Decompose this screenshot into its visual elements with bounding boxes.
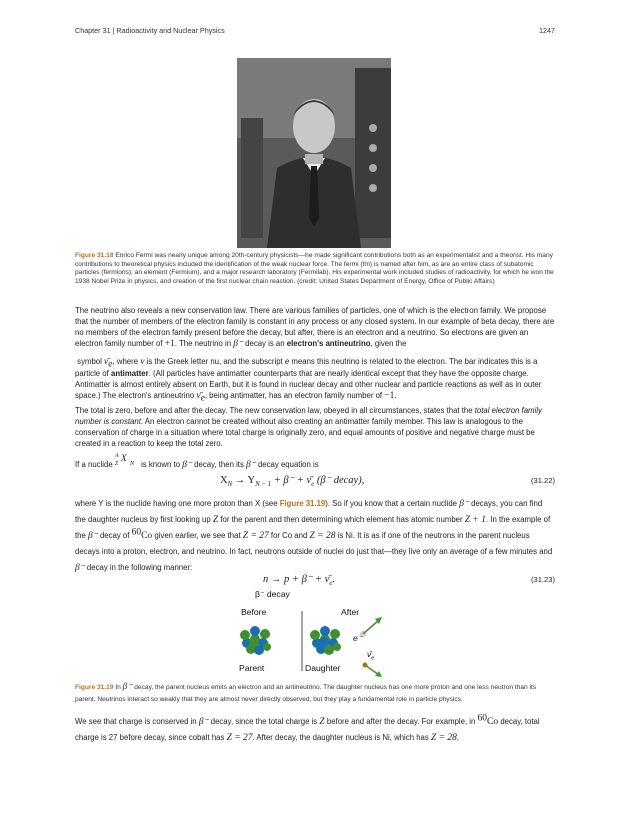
equation-body	[263, 573, 336, 588]
fermi-photo	[237, 58, 391, 248]
paragraph-daughter-nucleus	[75, 496, 555, 576]
paragraph-charge-conservation	[75, 714, 555, 746]
figure-label: Figure 31.18	[75, 252, 114, 259]
text: decay, since the total charge is	[210, 717, 318, 726]
math: β⁻	[75, 563, 85, 573]
equation-number: (31.23)	[530, 575, 555, 584]
page-header	[75, 26, 555, 35]
math: N − 1	[255, 481, 272, 489]
bold-term: electron's antineutrino	[286, 339, 371, 348]
before-label: Before	[241, 607, 267, 617]
bold-term: antimatter	[110, 369, 149, 378]
text: . In the example of the	[75, 515, 551, 540]
text: . An electron cannot be created without also creating an antimatter family member. This law is analogous to the conservation of charge in a situation where total charge is originally zero, and equal amounts of positive and negative charge must be created in a reaction to keep the total zero.	[75, 417, 535, 448]
math: β⁻	[233, 339, 243, 349]
element-symbol: X	[120, 454, 127, 464]
math: Z = 28	[430, 733, 457, 743]
text: ,	[456, 733, 460, 742]
math: Y	[247, 475, 256, 486]
figure-31-19-link[interactable]: Figure 31.19	[279, 499, 326, 508]
text: reactions as well as in outer space.) The electron's antineutrino	[75, 380, 542, 400]
math: +1	[164, 339, 175, 349]
math: n → p + β⁻ + ν̄	[263, 574, 330, 585]
math: β⁻	[459, 499, 469, 509]
text: is the Greek letter nu, and the subscript	[146, 357, 283, 366]
math: Co	[487, 717, 499, 727]
electron-arrow	[361, 617, 383, 637]
after-label: After	[341, 607, 360, 617]
math: Z = 27	[226, 733, 253, 743]
math: e	[108, 359, 113, 370]
italic-text: total electron family number is constant	[75, 406, 542, 426]
math: 60	[131, 527, 142, 538]
math: ν̄	[104, 357, 109, 367]
parent-label: Parent	[239, 663, 265, 673]
paragraph-electron-family	[75, 305, 555, 402]
paragraph-nuclide-intro	[75, 455, 555, 471]
text: The total is zero, before and after the decay. The new conservation law, obeyed in all circumstances, states that the	[75, 406, 473, 415]
text: .	[394, 391, 397, 400]
antineutrino-label	[367, 649, 375, 662]
math: →	[234, 475, 246, 486]
math: N	[227, 481, 233, 489]
text: is known to	[141, 460, 181, 469]
text: , where	[112, 357, 139, 366]
math: β⁻	[198, 717, 209, 727]
math: Z	[212, 515, 219, 525]
daughter-label: Daughter	[305, 663, 341, 673]
math: Z	[319, 717, 325, 727]
math: β⁻	[122, 682, 133, 692]
text: where Y is the nuclide having one more proton than X (see	[75, 499, 278, 508]
math: e	[329, 580, 333, 588]
parent-nucleus	[240, 626, 271, 655]
caption-text: Enrico Fermi was nearly unique among 20th-century physicists—he made significant contributions both as an experimentalist and a theorist. His many contributions to theoretical physics included the identification of the weak nuclear force. The fermi (fm) is named after him, as are an entire class of subatomic particles (fermions), an element (Fermium), and a major research laboratory (Fermilab). His experimental work included studies of radioactivity, for which he won the 1938 Nobel Prize in physics, and creation of the first nuclear chain reaction. (credit: United States Department of Energy, Office of Public Affairs)	[75, 252, 554, 285]
page-number: 1247	[539, 26, 555, 35]
math: + β⁻ + ν̄	[273, 475, 312, 486]
text: decay, total charge is 27 before decay, since cobalt has	[75, 717, 540, 742]
figure-31-19-caption	[75, 681, 555, 706]
math: e	[311, 481, 315, 489]
text: is Ni. It is as if one of the neutrons in the parent nucleus decays into a proton, electron, and neutrino. In fact, neutrons outside of nuclei do just that—they live only an average of a few minutes and	[75, 531, 553, 556]
text: for the parent and then determining which element has atomic number	[220, 515, 463, 524]
text: before and after the decay. For example, in	[326, 717, 476, 726]
text: can find the daughter nucleus by first looking up	[75, 499, 543, 524]
nuclide-symbol	[115, 455, 139, 467]
figure-label: Figure 31.19	[75, 684, 114, 691]
caption-text: In	[115, 684, 121, 691]
beta-decay-diagram	[225, 589, 385, 679]
equation-31-23	[75, 573, 555, 589]
text: decay is an	[245, 339, 285, 348]
figure-31-18-caption	[75, 252, 555, 286]
text: . (All particles have antimatter counterparts that are nearly identical except that they have the opposite charge. Antimatter is almost entirely absent on Earth, but it is found in nuclear decay and other nuclear and particle	[75, 369, 529, 389]
math: .	[332, 574, 336, 585]
math: β⁻	[88, 531, 98, 541]
text: decays, you	[471, 499, 513, 508]
equation-31-22	[75, 474, 555, 490]
text: , being antimatter, has an electron family number of	[204, 391, 383, 400]
math: β⁻	[246, 460, 256, 470]
math: β⁻	[182, 460, 192, 470]
caption-text: decay, the parent nucleus emits an electron and an antineutrino. The daughter nucleus has one more proton and one less neutron than its parent. Neutrinos interact so weakly that they are almost never directly observed, but they play a fundamental role in particle physics.	[75, 684, 537, 703]
equation-number: (31.22)	[530, 476, 555, 485]
antineutrino-symbol: ν̄	[367, 649, 372, 659]
text: decay of	[99, 531, 130, 540]
math: 60	[477, 713, 488, 724]
text: , given the	[370, 339, 407, 348]
paragraph-conservation-law	[75, 405, 555, 449]
math: X	[220, 475, 228, 486]
math: −1	[384, 391, 395, 401]
neutron-number: N	[129, 460, 135, 467]
math: Z = 28	[309, 531, 336, 541]
text: . After decay, the daughter nucleus is Ni, which has	[252, 733, 429, 742]
math: e	[200, 393, 205, 404]
mass-number: A	[114, 453, 119, 459]
math: ν̄	[196, 391, 201, 401]
math: ν	[140, 357, 145, 367]
text: If a nuclide	[75, 460, 113, 469]
math: (β⁻ decay),	[316, 475, 365, 486]
atomic-number: Z	[114, 461, 119, 467]
chapter-title: Chapter 31 | Radioactivity and Nuclear Physics	[75, 26, 225, 35]
daughter-nucleus	[310, 626, 341, 655]
diagram-title: β⁻ decay	[255, 589, 290, 599]
electron-label: e⁻	[353, 633, 363, 643]
text: given earlier, we see that	[154, 531, 241, 540]
equation-body	[220, 474, 365, 489]
antineutrino-arrow	[363, 663, 383, 678]
text: means this neutrino is related to the electron. The bar indicates	[291, 357, 509, 366]
antineutrino-subscript: e	[371, 655, 375, 662]
math: Co	[141, 531, 153, 541]
text: for Co and	[270, 531, 308, 540]
text: decay, then its	[194, 460, 244, 469]
text: this is a particle of	[75, 357, 538, 378]
text: decay in the following manner:	[86, 563, 193, 572]
text: symbol	[77, 357, 102, 366]
math: Z = 27	[242, 531, 269, 541]
text: The neutrino also reveals a new conservation law. There are various families of particles, one of which is the electron family. We propose that the number of members of the electron family is constant in any process or any closed system. In our example of beta decay, there are no members of the electron family present before the decay, but after, there is an electron and a neutrino. So electrons are given an electron family number of	[75, 306, 555, 348]
text: ). So if you know that a certain nuclide	[325, 499, 458, 508]
text: . The neutrino in	[174, 339, 232, 348]
text: decay equation is	[257, 460, 319, 469]
text: We see that charge is conserved in	[75, 717, 197, 726]
text: e	[284, 357, 290, 366]
math: Z + 1	[464, 515, 486, 525]
